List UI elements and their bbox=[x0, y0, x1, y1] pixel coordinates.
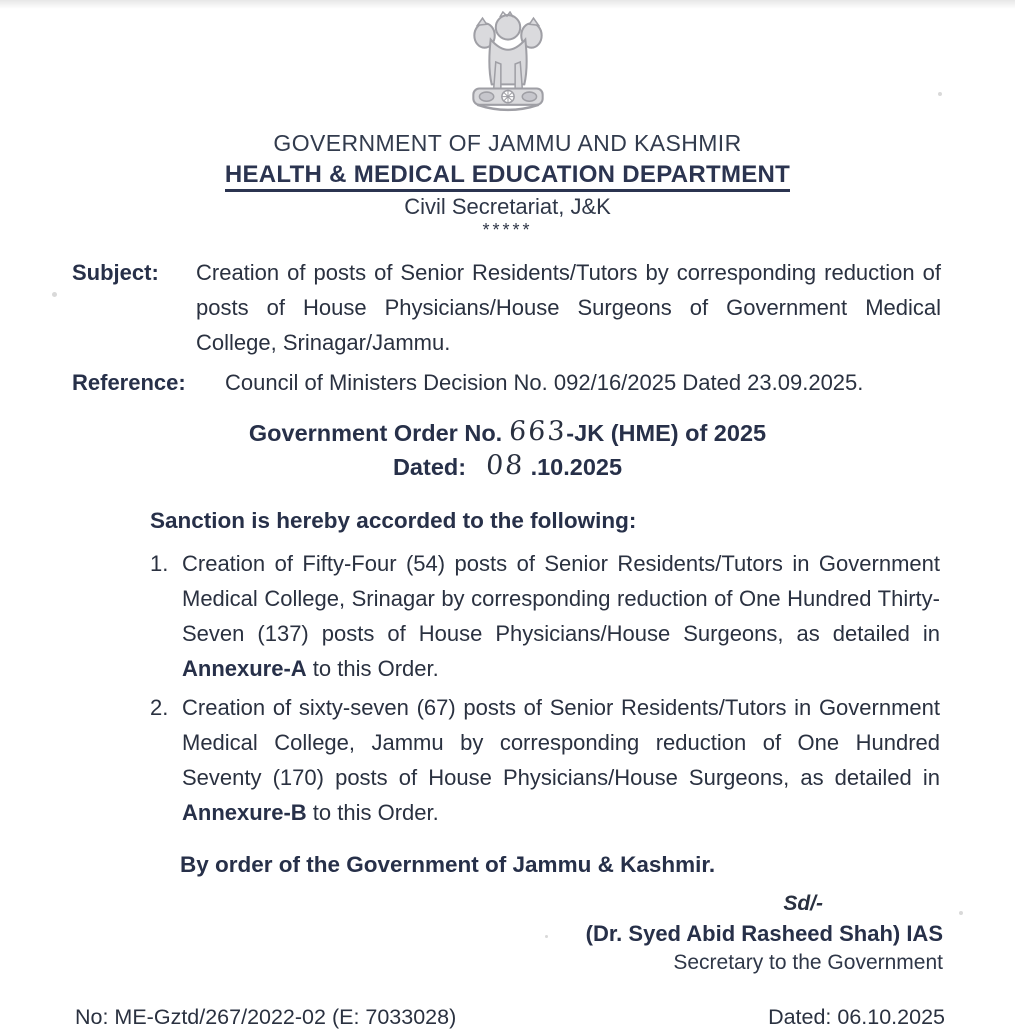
reference-label: Reference: bbox=[72, 370, 186, 395]
list-item-text: Creation of Fifty-Four (54) posts of Senior Residents/Tutors in Government Medical College, Srinagar by corresponding reduction of One Hundred Thirty-Seven (137) posts of House Physicians/House Surgeons, as detailed in Annexure-A to this Order. bbox=[182, 551, 940, 681]
list-item-text: Creation of sixty-seven (67) posts of Senior Residents/Tutors in Government Medical College, Jammu by corresponding reduction of One Hundred Seventy (170) posts of House Physicians/House Surgeons, as detailed in Annexure-B to this Order. bbox=[182, 695, 940, 825]
annexure-b-ref: Annexure-B bbox=[182, 800, 307, 825]
emblem-container bbox=[0, 11, 1015, 120]
signatory-name: (Dr. Syed Abid Rasheed Shah) IAS bbox=[585, 921, 943, 946]
handwritten-order-number: 663 bbox=[507, 416, 568, 447]
order-number-line: Government Order No. 663-JK (HME) of 2025 bbox=[248, 416, 767, 447]
subject-label: Subject: bbox=[72, 260, 159, 285]
secretariat-subtitle: Civil Secretariat, J&K bbox=[404, 194, 611, 219]
scan-speck bbox=[52, 292, 57, 297]
scan-speck bbox=[938, 92, 942, 96]
signature-block bbox=[0, 892, 943, 975]
reference-text: Council of Ministers Decision No. 092/16/2025 Dated 23.09.2025. bbox=[225, 370, 864, 395]
by-order-statement: By order of the Government of Jammu & Kashmir. bbox=[180, 852, 716, 877]
divider-stars: ***** bbox=[482, 220, 533, 240]
list-item-number: 2. bbox=[150, 695, 169, 720]
signatory-designation: Secretary to the Government bbox=[673, 951, 943, 974]
government-title: GOVERNMENT OF JAMMU AND KASHMIR bbox=[273, 130, 742, 156]
sanction-heading: Sanction is hereby accorded to the following: bbox=[150, 508, 637, 533]
order-heading bbox=[0, 416, 1015, 484]
sanction-items-list bbox=[150, 546, 940, 830]
list-item bbox=[150, 546, 940, 686]
india-state-emblem-icon bbox=[457, 11, 559, 120]
scan-speck bbox=[959, 911, 963, 915]
scan-top-shadow bbox=[0, 0, 1015, 9]
subject-section bbox=[72, 255, 941, 360]
handwritten-order-date: 08 bbox=[484, 450, 526, 481]
list-item bbox=[150, 690, 940, 830]
department-title: HEALTH & MEDICAL EDUCATION DEPARTMENT bbox=[0, 161, 1015, 189]
sd-mark: Sd/- bbox=[783, 892, 823, 915]
file-number: No: ME-Gztd/267/2022-02 (E: 7033028) bbox=[75, 1005, 457, 1029]
footer-row bbox=[75, 1005, 945, 1030]
scan-speck bbox=[545, 935, 548, 938]
reference-section bbox=[72, 365, 941, 400]
footer-date: Dated: 06.10.2025 bbox=[768, 1005, 945, 1029]
order-date-line: Dated: 08 .10.2025 bbox=[392, 450, 623, 481]
subject-text: Creation of posts of Senior Residents/Tutors by corresponding reduction of posts of House Physicians/House Surgeons of Government Medical College, Srinagar/Jammu. bbox=[196, 260, 941, 355]
list-item-number: 1. bbox=[150, 551, 169, 576]
annexure-a-ref: Annexure-A bbox=[182, 656, 307, 681]
